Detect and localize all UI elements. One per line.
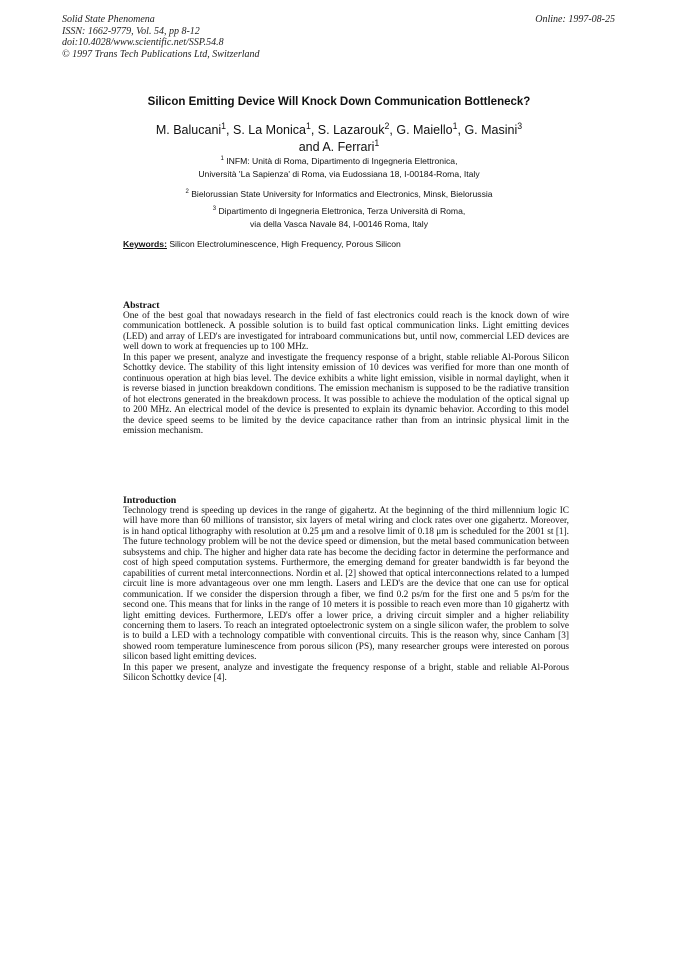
author-affiliation-mark: 1 [305, 120, 311, 131]
author-name: G. Masini [464, 123, 518, 137]
issn-line: ISSN: 1662-9779, Vol. 54, pp 8-12 [62, 25, 200, 37]
doi-line: doi:10.4028/www.scientific.net/SSP.54.8 [62, 37, 224, 48]
author-name: and A. Ferrari [298, 140, 375, 154]
affiliation-number: 1 [220, 156, 224, 163]
affiliation-number: 2 [185, 189, 189, 196]
abstract-section [123, 300, 569, 436]
abstract-paragraph: One of the best goal that nowadays research in the field of fast electronics could reach is the knock down of wire communication bottleneck. A possible solution is to build fast optical communication links. Light emitting devices (LED) and array of LED's are investigated for intraboard communications but, until now, commercial LED devices are well down to work at frequencies up to 100 MHz. [123, 311, 569, 353]
abstract-paragraph: In this paper we present, analyze and investigate the frequency response of a bright, stable reliable Al-Porous Silicon Schottky device. The stability of this light intensity emission of 10 devices was verified for more than one month of continuous operation at high bias level. The device exhibits a white light emission, visible in normal daylight, when it is reverse biased in junction breakdown conditions. The emission mechanism is supposed to be the radiative transition of hot electrons generated in the breakdown process. It was possible to achieve the modulation of the optical signal up to 200 MHz. An electrical model of the device is presented to explain its dynamic behavior. According to this model the device speed seems to be limited by the device capacitance rather than from an intrinsic physical limit in the emission mechanism. [123, 352, 569, 436]
paper-title: Silicon Emitting Device Will Knock Down Communication Bottleneck? [147, 96, 531, 108]
introduction-paragraph: Technology trend is speeding up devices in the range of gigahertz. At the beginning of the third millennium logic IC will have more than 60 millions of transistor, six layers of metal wiring and clock rates over one gigahertz. Moreover, is in hand optical lithography with resolution at 0.25 μm and a resolve limit of 0.18 μm is scheduled for the 2001 st [1]. The future technology problem will be not the device speed or dimension, but the metal based communication between subsystems and chip. The higher and higher data rate has become the deciding factor in determine the performance and cost of high speed computation systems. Furthermore, the emerging demand for greater bandwidth is far beyond the capabilities of current metal interconnections. Nordin et al. [2] showed that optical interconnections related to a lumped circuit line is more advantageous over one mm length. Lasers and LED's are the device that one can use for optical communication. If we consider the dispersion through a fiber, we find 0.2 ps/m for the first one and 5 ps/m for the second one. This means that for links in the range of 10 meters it is possible to reach even more than 10 gigahertz with light emitting devices. Furthermore, LED's offer a lower price, a driving circuit simpler and a higher reliability concerning them to lasers. To reach an integrated optoelectronic system on a single silicon wafer, the problem to solve is to build a LED with a technology compatible with conventional circuits. This is the reason why, since Canham [3] showed room temperature luminescence from porous silicon (PS), many researcher groups were interested on porous silicon based light emitting devices. [123, 506, 569, 663]
author-affiliation-mark: 1 [221, 120, 227, 131]
affiliation-line: Università 'La Sapienza' di Roma, via Eudossiana 18, I-00184-Roma, Italy [198, 169, 480, 179]
keywords-text: Silicon Electroluminescence, High Frequency, Porous Silicon [169, 239, 401, 249]
author-line-2 [100, 139, 578, 156]
affiliation-line: INFM: Unità di Roma, Dipartimento di Ingegneria Elettronica, [226, 156, 458, 166]
author-name: G. Maiello [396, 123, 453, 137]
author-affiliation-mark: 2 [384, 120, 390, 131]
affiliation-1 [100, 155, 578, 181]
author-separator: , [310, 123, 318, 137]
author-separator: , [389, 123, 397, 137]
author-list [100, 122, 578, 156]
copyright-line: © 1997 Trans Tech Publications Ltd, Switzerland [62, 48, 260, 60]
introduction-heading: Introduction [123, 495, 177, 506]
affiliation-line: Dipartimento di Ingegneria Elettronica, Terza Università di Roma, [218, 206, 466, 216]
author-separator: , [226, 123, 233, 137]
introduction-section [123, 495, 569, 684]
abstract-heading: Abstract [123, 300, 160, 311]
author-line-1 [100, 122, 578, 139]
keywords-label: Keywords: [123, 239, 167, 249]
affiliation-line: Bielorussian State University for Informatics and Electronics, Minsk, Bielorussia [191, 189, 493, 199]
author-separator: , [457, 123, 465, 137]
keywords-line [123, 239, 401, 249]
citation-header [62, 14, 260, 60]
author-affiliation-mark: 1 [374, 137, 380, 148]
affiliation-3 [100, 205, 578, 231]
introduction-paragraph: In this paper we present, analyze and investigate the frequency response of a bright, stable and reliable Al-Porous Silicon Schottky device [4]. [123, 662, 569, 684]
author-name: S. La Monica [233, 123, 306, 137]
author-name: M. Balucani [155, 123, 222, 137]
author-affiliation-mark: 3 [517, 120, 523, 131]
online-date: Online: 1997-08-25 [535, 14, 615, 25]
affiliation-line: via della Vasca Navale 84, I-00146 Roma, Italy [249, 219, 429, 229]
journal-name: Solid State Phenomena [62, 14, 155, 25]
author-name: S. Lazarouk [317, 123, 385, 137]
author-affiliation-mark: 1 [452, 120, 458, 131]
affiliation-number: 3 [212, 206, 217, 213]
affiliation-2 [100, 188, 578, 201]
